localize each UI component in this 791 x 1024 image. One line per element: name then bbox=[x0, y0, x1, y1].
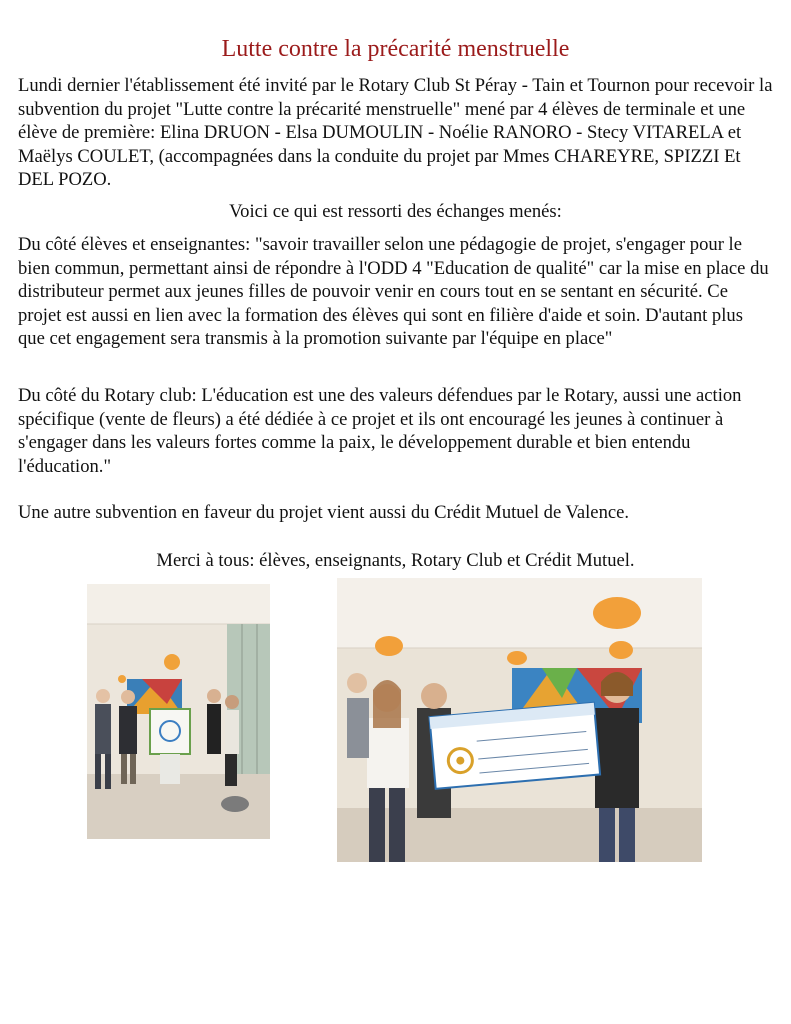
photo-left-group bbox=[87, 584, 270, 839]
rotary-paragraph: Du côté du Rotary club: L'éducation est une des valeurs défendues par le Rotary, aussi une action spécifique (vente de fleurs) a été dédiée à ce projet et ils ont encouragé les jeunes à continuer à s'engager dans les valeurs fortes comme la paix, le développement durable et bien entendu l'éducation." bbox=[18, 385, 742, 477]
photo-right-cheque bbox=[337, 578, 702, 862]
students-teachers-paragraph: Du côté élèves et enseignantes: "savoir travailler selon une pédagogie de projet, s'engager pour le bien commun, permettant ainsi de répondre à l'ODD 4 "Education de qualité" car la mise en place du distributeur permet aux jeunes filles de pouvoir venir en cours tout en se sentant en sécurité. Ce projet est aussi en lien avec la formation des élèves qui sont en filière d'aide et soin. D'autant plus que cet engagement sera transmis à la promotion suivante par l'équipe en place" bbox=[18, 234, 769, 349]
thanks-paragraph: Merci à tous: élèves, enseignants, Rotary Club et Crédit Mutuel. bbox=[156, 550, 635, 571]
credit-mutuel-paragraph: Une autre subvention en faveur du projet vient aussi du Crédit Mutuel de Valence. bbox=[18, 502, 630, 523]
intro-paragraph: Lundi dernier l'établissement été invité par le Rotary Club St Péray - Tain et Tournon pour recevoir la subvention du projet "Lutte contre la précarité menstruelle" mené par 4 élèves de terminale et une élève de première: Elina DRUON - Elsa DUMOULIN - Noélie RANORO - Stecy VITARELA et Maëlys COULET, (accompagnées dans la conduite du projet par Mmes CHAREYRE, SPIZZI Et DEL POZO. bbox=[18, 75, 773, 190]
page-title: Lutte contre la précarité menstruelle bbox=[221, 36, 570, 62]
summary-heading: Voici ce qui est ressorti des échanges menés: bbox=[229, 201, 562, 222]
